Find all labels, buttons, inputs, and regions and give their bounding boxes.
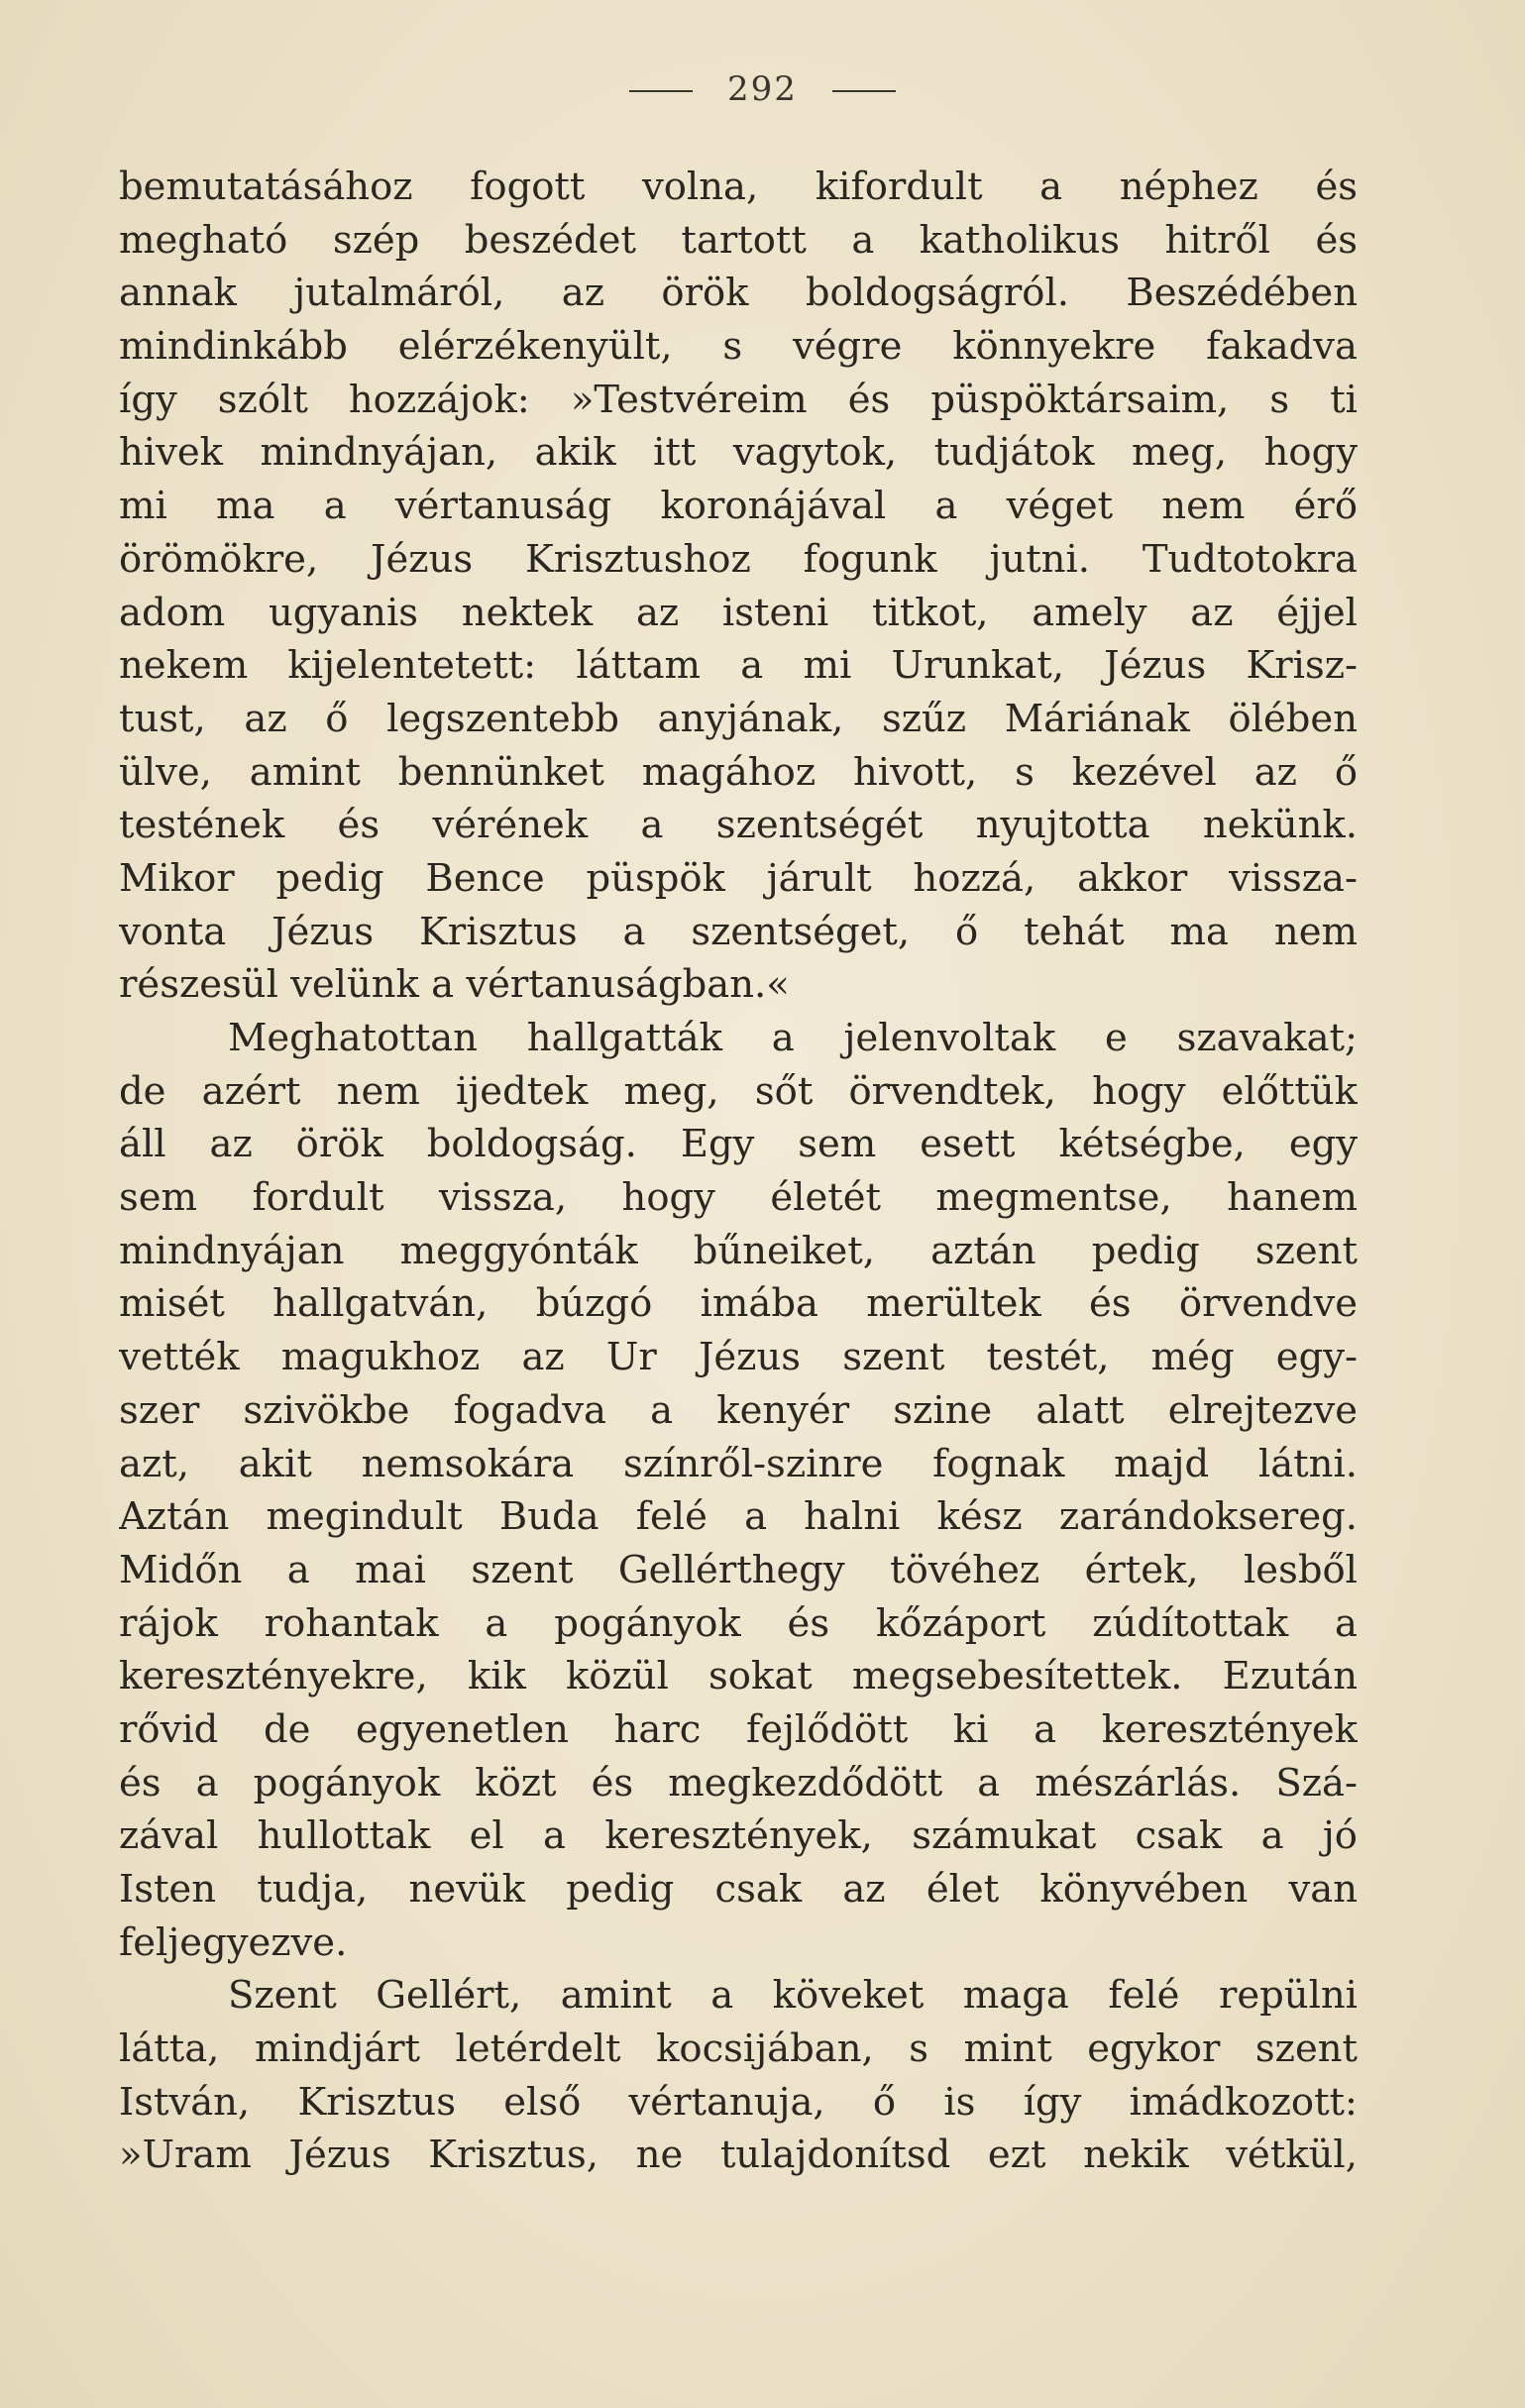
text-line: »Uram Jézus Krisztus, ne tulajdonítsd ezt nekik vétkül,	[119, 2133, 1358, 2178]
text-line: hivek mindnyájan, akik itt vagytok, tudjátok meg, hogy	[119, 430, 1358, 476]
text-line: misét hallgatván, búzgó imába merültek és örvendve	[119, 1281, 1358, 1327]
text-line: sem fordult vissza, hogy életét megmentse, hanem	[119, 1175, 1358, 1221]
text-line: vonta Jézus Krisztus a szentséget, ő tehát ma nem	[119, 909, 1358, 954]
text-line: és a pogányok közt és megkezdődött a mészárlás. Szá-	[119, 1760, 1358, 1806]
text-line: Szent Gellért, amint a köveket maga felé repülni	[228, 1973, 1358, 2019]
text-line: rájok rohantak a pogányok és kőzáport zúdítottak a	[119, 1600, 1358, 1646]
text-line: feljegyezve.	[119, 1919, 348, 1965]
text-line: mindinkább elérzékenyült, s végre könnyekre fakadva	[119, 324, 1358, 370]
text-line: Mikor pedig Bence püspök járult hozzá, akkor vissza-	[119, 855, 1358, 901]
text-line: azt, akit nemsokára színről-szinre fognak majd látni.	[119, 1441, 1358, 1486]
text-line: Isten tudja, nevük pedig csak az élet könyvében van	[119, 1867, 1358, 1912]
text-line: részesül velünk a vértanuságban.«	[119, 962, 790, 1008]
text-line: adom ugyanis nektek az isteni titkot, amely az éjjel	[119, 590, 1358, 635]
text-line: nekem kijelentetett: láttam a mi Urunkat, Jézus Krisz-	[119, 643, 1358, 689]
text-line: megható szép beszédet tartott a katholikus hitről és	[119, 217, 1358, 263]
text-line: annak jutalmáról, az örök boldogságról. Beszédében	[119, 271, 1358, 316]
text-line: mi ma a vértanuság koronájával a véget nem érő	[119, 484, 1358, 529]
text-line: így szólt hozzájok: »Testvéreim és püspöktársaim, s ti	[119, 377, 1358, 422]
text-line: rővid de egyenetlen harc fejlődött ki a keresztények	[119, 1706, 1358, 1752]
text-line: ülve, amint bennünket magához hivott, s kezével az ő	[119, 749, 1358, 795]
text-line: Meghatottan hallgatták a jelenvoltak e szavakat;	[228, 1016, 1358, 1060]
header-dash-right	[832, 90, 896, 92]
text-line: áll az örök boldogság. Egy sem esett kétségbe, egy	[119, 1122, 1358, 1167]
text-line: vették magukhoz az Ur Jézus szent testét, még egy-	[119, 1335, 1358, 1380]
text-line: testének és vérének a szentségét nyujtotta nekünk.	[119, 803, 1358, 848]
text-line: Midőn a mai szent Gellérthegy tövéhez értek, lesből	[119, 1547, 1358, 1592]
text-line: tust, az ő legszentebb anyjának, szűz Máriának ölében	[119, 696, 1358, 741]
body-text	[119, 161, 1358, 2182]
text-line: Aztán megindult Buda felé a halni kész zarándoksereg.	[119, 1494, 1358, 1540]
text-line: látta, mindjárt letérdelt kocsijában, s mint egykor szent	[119, 2026, 1358, 2072]
text-line: keresztényekre, kik közül sokat megsebesítettek. Ezután	[119, 1654, 1358, 1699]
text-line: szer szivökbe fogadva a kenyér szine alatt elrejtezve	[119, 1387, 1358, 1433]
text-line: bemutatásához fogott volna, kifordult a néphez és	[119, 164, 1358, 209]
text-line: István, Krisztus első vértanuja, ő is így imádkozott:	[119, 2079, 1358, 2125]
text-line: örömökre, Jézus Krisztushoz fogunk jutni. Tudtotokra	[119, 536, 1358, 582]
page-number: 292	[727, 69, 798, 109]
text-line: mindnyájan meggyónták bűneiket, aztán pedig szent	[119, 1228, 1358, 1273]
header-dash-left	[629, 90, 693, 92]
text-line: de azért nem ijedtek meg, sőt örvendtek, hogy előttük	[119, 1068, 1358, 1114]
text-line: zával hullottak el a keresztények, számukat csak a jó	[119, 1813, 1358, 1859]
page-number-header	[0, 69, 1525, 109]
